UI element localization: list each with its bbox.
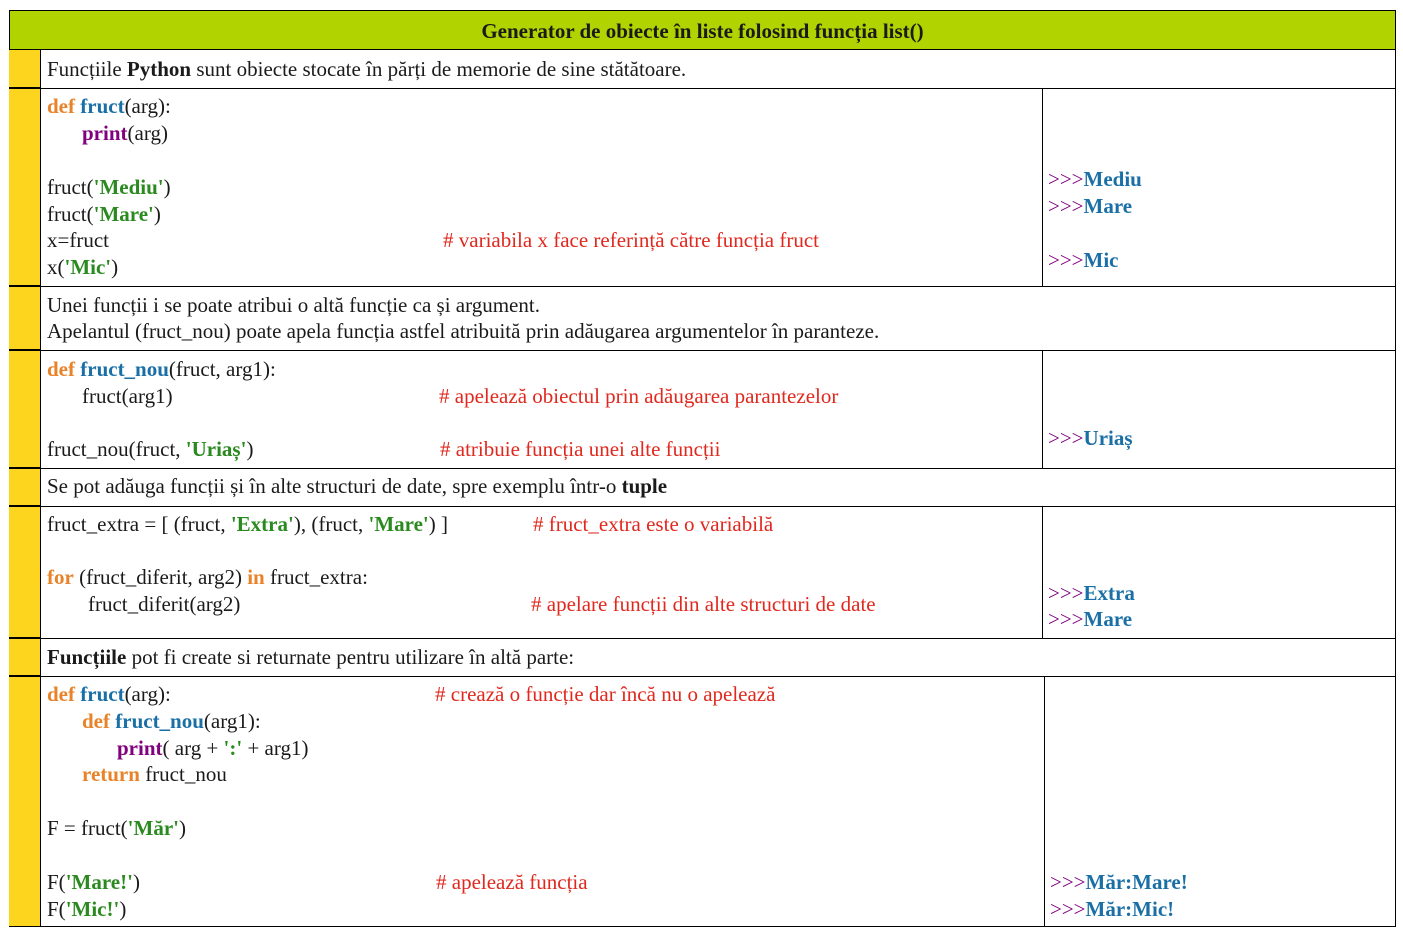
output-divider (1042, 88, 1043, 286)
code-line: x('Mic') (47, 255, 119, 279)
output-divider (1044, 676, 1045, 927)
row-divider (9, 638, 1396, 639)
row-stripe (9, 676, 41, 927)
code-line: def fruct(arg): (47, 94, 171, 118)
row-divider (9, 506, 1396, 507)
output-line: >>>Mediu (1048, 167, 1142, 191)
code-line: F = fruct('Măr') (47, 816, 186, 840)
code-line: fruct('Mare') (47, 202, 161, 226)
output-line: >>>Extra (1048, 581, 1135, 605)
row-divider (9, 468, 1396, 469)
code-line: def fruct(arg): (47, 682, 171, 706)
output-line: >>>Uriaș (1048, 426, 1133, 450)
code-line: for (fruct_diferit, arg2) in fruct_extra: (47, 565, 368, 589)
code-comment: # variabila x face referință către funcția fruct (443, 228, 820, 252)
code-comment: # apelează funcția (436, 870, 588, 894)
code-line: return fruct_nou (82, 762, 227, 786)
code-comment: # atribuie funcția unei alte funcții (440, 437, 721, 461)
output-line: >>>Măr:Mic! (1050, 897, 1175, 921)
output-line: >>>Mic (1048, 248, 1119, 272)
code-line: fruct(arg1) (82, 384, 173, 408)
code-line: F('Mare!') (47, 870, 140, 894)
row-stripe (9, 286, 41, 350)
row-divider (9, 350, 1396, 351)
code-line: x=fruct (47, 228, 109, 252)
code-line: def fruct_nou(arg1): (82, 709, 261, 733)
row-stripe (9, 638, 41, 676)
section-text: Funcțiile pot fi create si returnate pentru utilizare în altă parte: (47, 645, 575, 669)
code-line: fruct_nou(fruct, 'Uriaș') (47, 437, 254, 461)
code-comment: # crează o funcție dar încă nu o apelează (435, 682, 776, 706)
page-title: Generator de obiecte în liste folosind funcția list() (9, 10, 1396, 50)
output-line: >>>Mare (1048, 607, 1133, 631)
row-stripe (9, 88, 41, 286)
code-line: print(arg) (82, 121, 168, 145)
code-comment: # apelare funcții din alte structuri de date (531, 592, 876, 616)
code-line: fruct_diferit(arg2) (88, 592, 241, 616)
row-stripe (9, 468, 41, 506)
output-line: >>>Măr:Mare! (1050, 870, 1188, 894)
output-divider (1042, 350, 1043, 468)
row-divider (9, 88, 1396, 89)
row-stripe (9, 50, 41, 88)
output-divider (1042, 506, 1043, 638)
section-text: Se pot adăuga funcții și în alte structuri de date, spre exemplu într-o tuple (47, 474, 668, 498)
row-stripe (9, 350, 41, 468)
code-comment: # apelează obiectul prin adăugarea parantezelor (439, 384, 839, 408)
code-line: print( arg + ':' + arg1) (117, 736, 309, 760)
section-text: Funcțiile Python sunt obiecte stocate în părți de memorie de sine stătătoare. (47, 57, 687, 81)
code-line: F('Mic!') (47, 897, 127, 921)
section-text: Apelantul (fruct_nou) poate apela funcția astfel atribuită prin adăugarea argumentelor în paranteze. (47, 319, 880, 343)
row-divider (9, 676, 1396, 677)
output-line: >>>Mare (1048, 194, 1133, 218)
code-comment: # fruct_extra este o variabilă (533, 512, 774, 536)
section-text: Unei funcții i se poate atribui o altă funcție ca și argument. (47, 293, 540, 317)
code-line: fruct('Mediu') (47, 175, 171, 199)
code-line: fruct_extra = [ (fruct, 'Extra'), (fruct, 'Mare') ] (47, 512, 448, 536)
row-divider (9, 286, 1396, 287)
row-stripe (9, 506, 41, 638)
code-line: def fruct_nou(fruct, arg1): (47, 357, 276, 381)
